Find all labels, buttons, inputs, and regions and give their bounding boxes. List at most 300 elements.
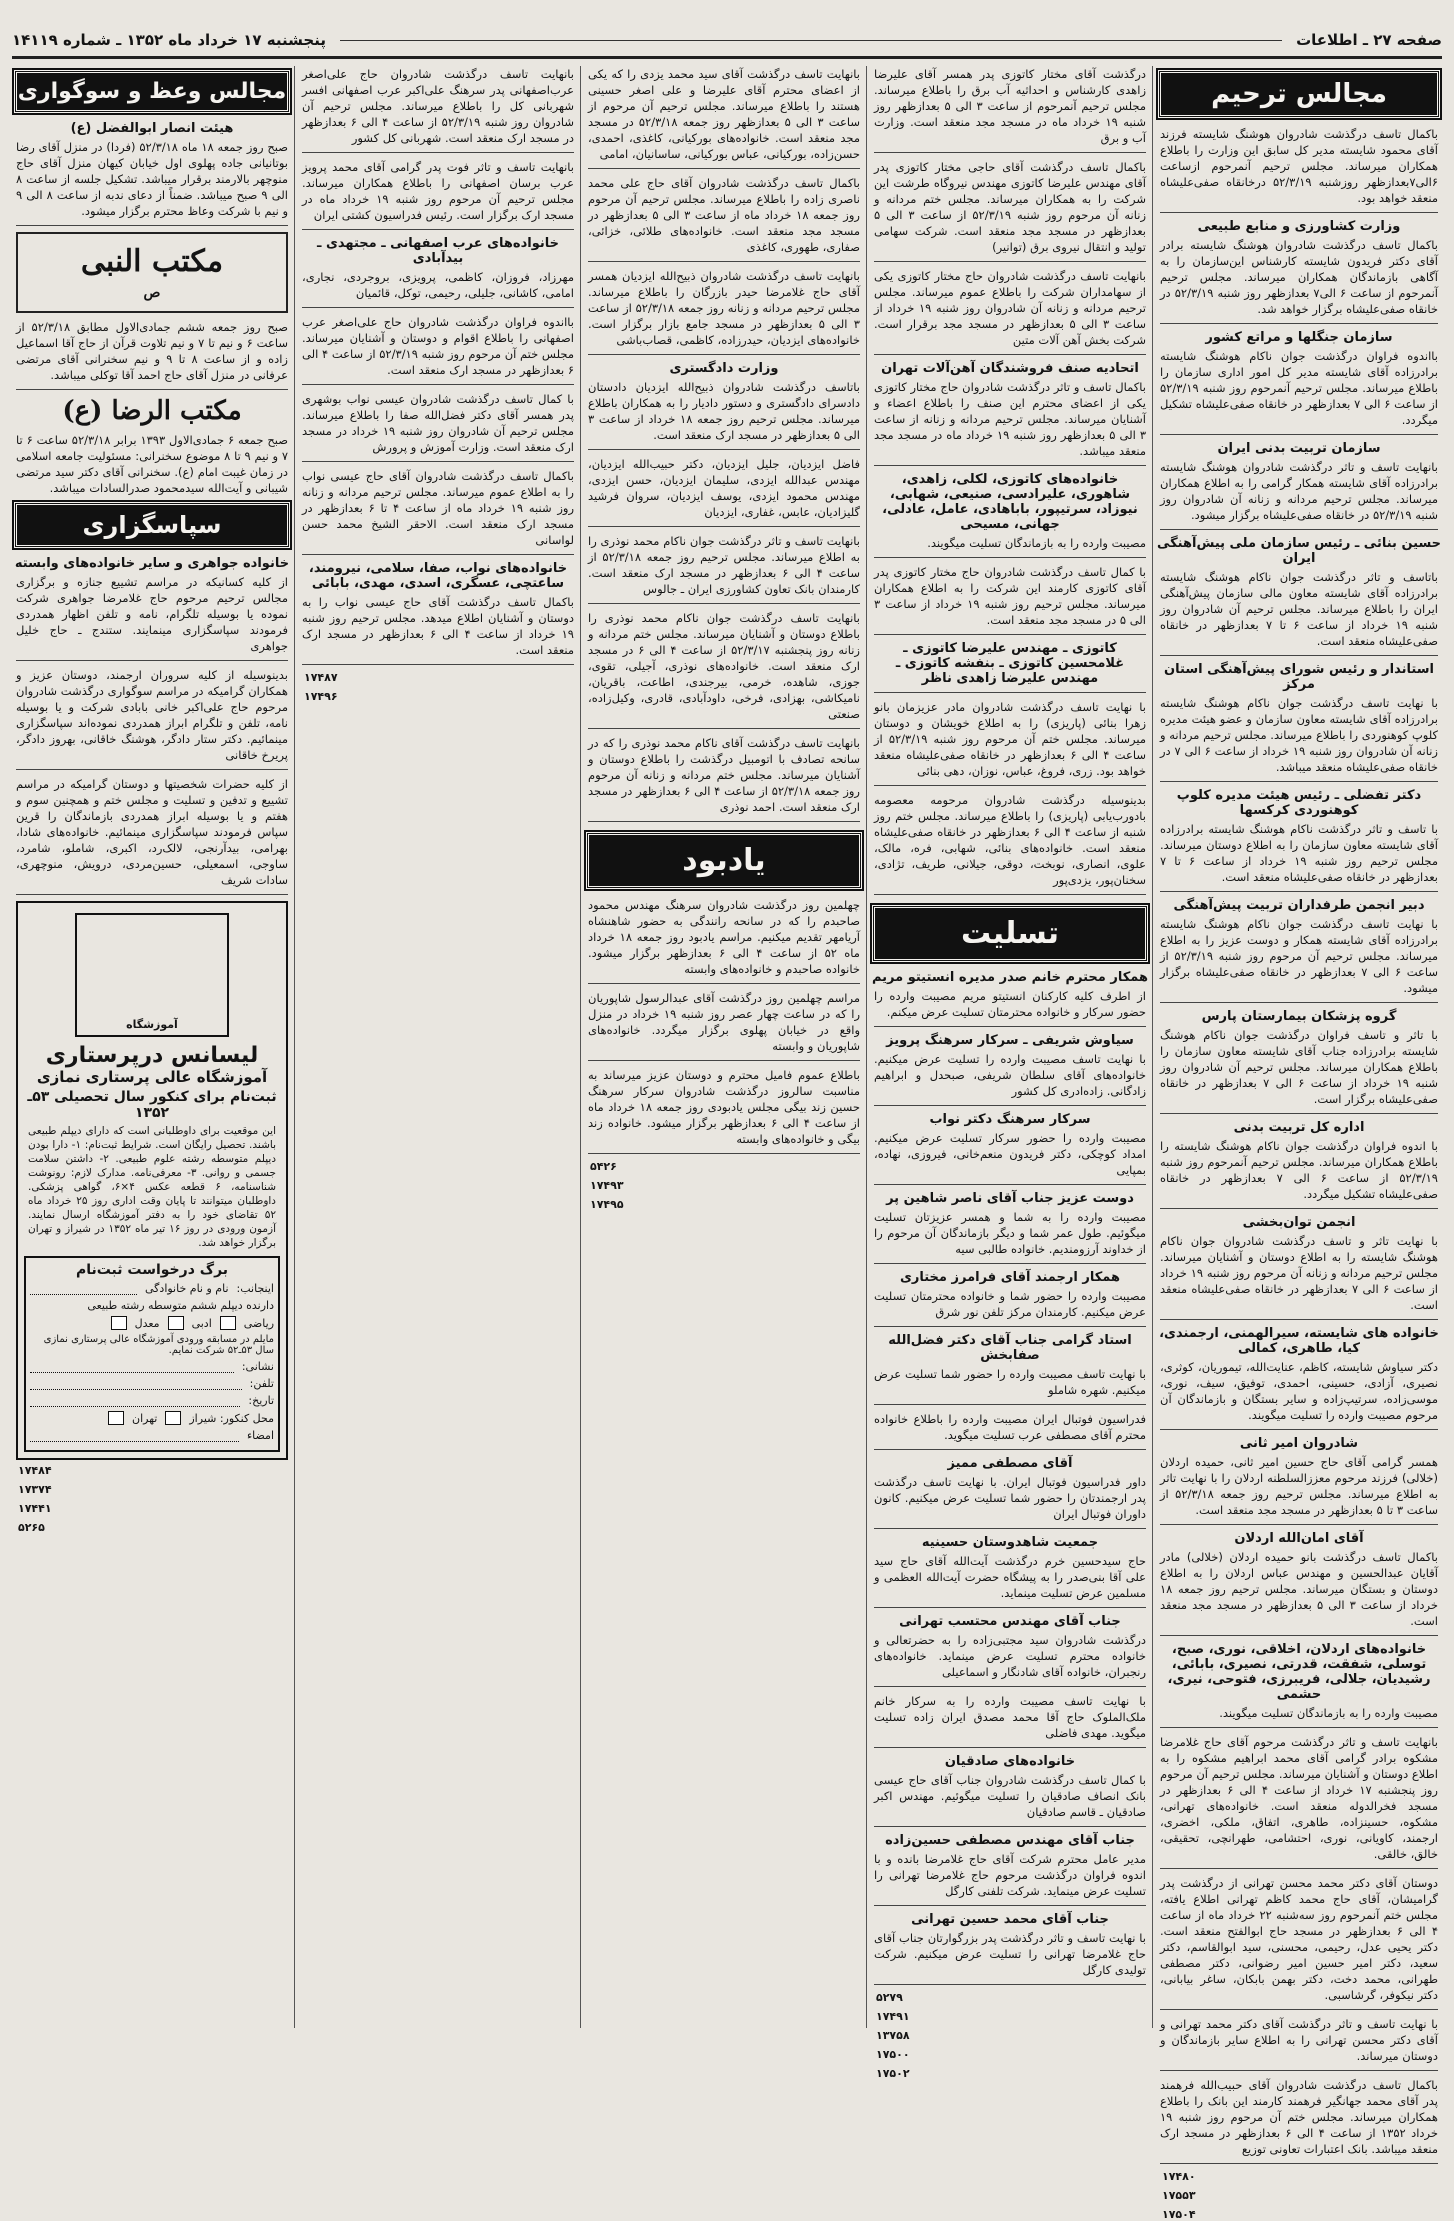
notice-item: [870, 472, 1150, 558]
notice-item: [870, 564, 1150, 635]
notice-item: [1156, 1436, 1442, 1525]
notice-text: باکمال تاسف درگذشت بانو حمیده اردلان (خلالی) مادر آقایان عبدالحسین و مهندس عباس اردلان را به اطلاع دوستان و بستگان میرساند. مجلس ترحیم روز جمعه ۱۸ خرداد از ساعت ۳ الی ۵ بعدازظهر در مسجد مجد منعقد است.: [1160, 1550, 1438, 1628]
column-divider: [1152, 66, 1153, 2028]
ad-code: ۱۷۴۸۷: [304, 671, 338, 684]
notice-text: باکمال تاسف درگذشت شادروان هوشنگ شایسته فرزند آقای محمود شایسته مدیر کل سابق این وزارت را باطلاع همکاران میرساند. مجلس ترحیم آنمرحوم ازساعت ۶الی۷بعدازظهر روزشنبه ۵۲/۳/۱۹ درخانقاه صفی‌علیشاه منعقد خواهد بود.: [1160, 127, 1438, 205]
notice-list: [584, 66, 864, 822]
divider: [874, 465, 1146, 466]
divider: [16, 660, 288, 661]
divider: [588, 821, 860, 822]
notice-text: بانهایت تاسف درگذشت شادروان حاج مختار کاتوزی یکی از سهامداران شرکت را باطلاع عموم میرساند. مجلس ترحیم مردانه و زنانه آن شادروان روز شنبه ۱۹ خرداد از ساعت ۳ الی ۵ بعدازظهر در مسجد مجد برقرار است. شرکت بخش آهن آلات متین: [874, 269, 1146, 347]
notice-text: بدینوسیله از کلیه سروران ارجمند، دوستان عزیز و همکاران گرامیکه در مراسم سوگواری درگذشت شادروان مرحوم حاج علی‌اکبر خانی بابادی شرکت و یا بوسیله نامه، تلفن و تلگرام ابراز همدردی نموده‌اند سپاسگزاری مینمائیم. دکتر ستار دادگر، هوشنگ خاقانی، بهروز دادگر، پریرخ خاقانی: [16, 668, 288, 762]
divider: [874, 1449, 1146, 1450]
column-obituaries: [298, 66, 578, 2028]
notice-item: [870, 159, 1150, 262]
column-obituaries-condolences: [870, 66, 1150, 2080]
notice-item: [298, 66, 578, 153]
logo-text: آموزشگاه: [126, 1018, 178, 1031]
notice-title: هیئت انصار ابوالفضل (ع): [70, 121, 234, 136]
notice-title: سازمان جنگلها و مراتع کشور: [1205, 330, 1393, 345]
notice-text: درگذشت شادروان سید مجتبی‌زاده را به حضرتعالی و خانواده محترم تسلیت عرض مینماید. خانواده‌های رنجبران، خانواده آقای شادنگار و اسماعیلی: [874, 1633, 1146, 1679]
divider: [874, 557, 1146, 558]
notice-item: [12, 556, 292, 661]
notice-item: [584, 361, 864, 450]
notice-item: [298, 391, 578, 462]
divider: [16, 894, 288, 895]
form-row-diploma: [30, 1299, 274, 1312]
divider: [1160, 891, 1438, 892]
notice-text: باتاسف و تاثر درگذشت جوان ناکام هوشنگ شایسته برادرزاده آقای شایسته معاون مالی سازمان پیش‌آهنگی ایران را باطلاع میرساند. مجلس ترحیم آن شادروان روز شنبه ۱۹ خرداد از ساعت ۶ تا ۷ بعدازظهر در خانقاه صفی‌علیشاه منعقد است.: [1160, 570, 1438, 648]
divider: [1160, 2070, 1438, 2071]
ad-code: ۱۷۵۰۰: [876, 2048, 910, 2061]
literature-checkbox[interactable]: [168, 1316, 184, 1330]
date-field[interactable]: [30, 1394, 240, 1407]
notice-item: [584, 735, 864, 822]
ad-school: آموزشگاه عالی پرستاری نمازی: [36, 1068, 268, 1086]
section-banner-thanks: سپاسگزاری: [14, 502, 290, 548]
notice-title: جمعیت شاهدوستان حسینیه: [921, 1535, 1099, 1550]
form-label: اینجانب:: [236, 1282, 274, 1295]
divider: [874, 1905, 1146, 1906]
notice-title: خانواده‌های صادقیان: [944, 1754, 1076, 1769]
notice-item: [584, 533, 864, 604]
divider: [874, 152, 1146, 153]
divider: [874, 1686, 1146, 1687]
column-divider: [580, 66, 581, 2028]
notice-text: مهرزاد، فروزان، کاظمی، پرویزی، بروجردی، نجاری، امامی، کاشانی، جلیلی، رحیمی، توکل، قائمیان: [302, 270, 574, 300]
ad-code: ۱۷۴۹۳: [590, 1179, 624, 1192]
notice-title: سازمان تربیت بدنی ایران: [1217, 441, 1381, 456]
divider: [874, 1607, 1146, 1608]
notice-item: [1156, 1326, 1442, 1430]
notice-item: [870, 1833, 1150, 1906]
divider: [588, 354, 860, 355]
notice-item: [584, 610, 864, 729]
divider: [16, 769, 288, 770]
notice-text: دکتر سیاوش شایسته، کاظم، عنایت‌الله، تیموریان، کوثری، نصیری، آزادی، حسینی، احمدی، توفیق، سیف، نوری، موسی‌زاده، سرتیپ‌زاده و سایر بستگان و بازماندگان آن مرحوم مصیبت وارده را تسلیت میگویند.: [1160, 1360, 1438, 1422]
form-label: تهران: [132, 1411, 158, 1425]
notice-item: [870, 1754, 1150, 1827]
notice-item: [870, 268, 1150, 355]
divider: [588, 449, 860, 450]
notice-item: [584, 1067, 864, 1154]
form-label: نشانی:: [241, 1360, 274, 1373]
notice-title: خانواده های شایسته، سیرالهمنی، ارجمندی، کیا، طاهری، کمالی: [1159, 1326, 1439, 1356]
divider: [302, 152, 574, 153]
divider: [302, 384, 574, 385]
form-row-desire: [30, 1334, 274, 1356]
memorial-list: [584, 897, 864, 1154]
ad-code: ۱۷۴۴۱: [18, 1502, 52, 1515]
notice-item: [870, 1411, 1150, 1450]
divider: [1160, 2163, 1438, 2164]
notice-text: صبح روز جمعه ششم جمادی‌الاول مطابق ۵۲/۳/۱۸ از ساعت ۶ و نیم تا ۷ و نیم تلاوت قرآن از حاج آقا اسماعیل زاده و از ساعت ۸ تا ۹ و نیم سخنرانی آقای مرتضی عرفانی در منزل آقای حاج احمد آقا توکلی میباشد.: [16, 320, 288, 382]
ad-code: ۱۷۵۰۲: [876, 2067, 910, 2080]
ad-code: ۱۷۵۵۳: [1162, 2189, 1196, 2202]
column-obituaries-memorials: [584, 66, 864, 2028]
notice-text: با نهایت تاثر و تاسف درگذشت شادروان جوان ناکام هوشنگ شایسته را به اطلاع دوستان و آشنایان میرساند. مجلس ترحیم مردانه و زنانه آن مرحوم روز شنبه ۱۹ خرداد از ساعت ۶ الی ۷ بعدازظهر در خانقاه صفی‌علیشاه منعقد است.: [1160, 1234, 1438, 1312]
notice-text: با نهایت تاسف مصیبت وارده را تسلیت عرض میکنیم. خانواده‌های آقای سلطان شریفی، صبحدل و ابراهیم زادگانی. زاده‌ادری کل کشور: [874, 1052, 1146, 1098]
form-label: تلفن:: [249, 1377, 274, 1390]
notice-item: [298, 314, 578, 385]
condolence-list: [870, 970, 1150, 1985]
notice-title: خانواده‌های عرب اصفهانی ـ مجتهدی ـ بیدآبادی: [316, 236, 560, 266]
section-banner-memorial-services: مجالس ترحیم: [1158, 70, 1440, 118]
divider: [16, 389, 288, 390]
notice-item: [1156, 1120, 1442, 1209]
notice-title: کاتوزی ـ مهندس علیرضا کاتوزی ـ غلامحسین کاتوزی ـ بنفشه کاتوزی ـ مهندس علیرضا زاهدی ناظر: [895, 641, 1125, 686]
section-banner-memorial: یادبود: [586, 832, 862, 889]
divider: [1160, 212, 1438, 213]
notice-list: [298, 66, 578, 665]
notice-text: با نهایت تاسف درگذشت شادروان مادر عزیزمان بانو زهرا بنائی (پاریزی) را به اطلاع خویشان و دوستان میرساند. مجلس ختم آن مرحوم روز شنبه ۵۲/۳/۱۹ از ساعت ۴ الی ۶ بعدازظهر در خانقاه صفی‌علیشاه منعقد خواهد بود. زری، فروغ، عباس، نوزان، دهی بنائی: [874, 700, 1146, 778]
section-banner-sermons: مجالس وعظ و سوگواری: [14, 70, 290, 113]
notice-text: با نهایت تاسف مصیبت وارده را حضور شما تسلیت عرض میکنیم. شهره شاملو: [874, 1367, 1146, 1397]
tehran-checkbox[interactable]: [108, 1411, 124, 1425]
notice-text: مراسم چهلمین روز درگذشت آقای عبدالرسول شاپوریان را که در ساعت چهار عصر روز شنبه ۱۹ خرداد در منزل واقع در خیابان پهلوی برگزار میگردد. خانواده‌های شاپوریان و وابسته: [588, 991, 860, 1053]
divider: [302, 229, 574, 230]
notice-title: خانواده جواهری و سایر خانواده‌های وابسته: [14, 556, 290, 571]
notice-item: [1156, 1009, 1442, 1114]
notice-title: خانواده‌های کاتوزی، لکلی، زاهدی، شاهوری، علیرادسی، صنیعی، شهابی، نیوزاد، سرتیپور، باباهادی، عامل، عادلی، جهانی، مسیحی: [882, 472, 1138, 532]
divider: [874, 1747, 1146, 1748]
notice-text: بدینوسیله درگذشت شادروان مرحومه معصومه بادورب‌یابی (پاریزی) را باطلاع میرساند. مجلس ختم روز شنبه از ساعت ۴ الی ۶ بعدازظهر در خانقاه صفی‌علیشاه منعقد است. خانواده‌های بنائی، شهابی، فره، مالک، علوی، انصاری، نوبخت، دوقی، جیلانی، طریف، تژادی، سخنان‌پور، یزدی‌پور: [874, 793, 1146, 887]
divider: [874, 354, 1146, 355]
notice-text: بااندوه فراوان درگذشت شادروان حاج علی‌اصغر عرب اصفهانی را باطلاع اقوام و دوستان و آشنایان میرساند. مجلس ختم آن مرحوم روز شنبه ۵۲/۳/۱۹ از ساعت ۴ الی ۶ بعدازظهر در مسجد ارک منعقد است.: [302, 315, 574, 377]
column-divider: [294, 66, 295, 2028]
notice-text: با کمال تاسف درگذشت شادروان عیسی نواب بوشهری پدر همسر آقای دکتر فضل‌الله صفا را باطلاع میرساند. مجلس ترحیم آن شادروان روز شنبه ۱۹ خرداد در مسجد ارک منعقد است. وزارت آموزش و پرورش: [302, 392, 574, 454]
notice-title: استاندار و رئیس شورای پیش‌آهنگی استان مرکز: [1164, 662, 1434, 692]
notice-text: مصیبت وارده را به بازماندگان تسلیت میگویند.: [1219, 1706, 1438, 1720]
divider: [874, 1263, 1146, 1264]
notice-list: [12, 556, 292, 895]
notice-title: حسین بنائی ـ رئیس سازمان ملی پیش‌آهنگی ایران: [1156, 536, 1442, 566]
divider: [874, 894, 1146, 895]
school-logo-icon: [75, 913, 229, 1037]
divider: [588, 1060, 860, 1061]
notice-title: گروه پزشکان بیمارستان پارس: [1201, 1009, 1397, 1024]
divider: [302, 307, 574, 308]
page-label: صفحه ۲۷ ـ اطلاعات: [1296, 31, 1442, 49]
section-banner-condolences: تسلیت: [872, 905, 1148, 962]
notice-title: شادروان امیر ثانی: [1239, 1436, 1359, 1451]
divider: [1160, 1429, 1438, 1430]
notice-text: فاضل ایزدیان، جلیل ایزدیان، دکتر حبیب‌الله ایزدیان، مهندس عبدالله ایزدی، سلیمان ایزدیان، حسن ایزدی، مهندس محمود ایزدی، یوسف ایزدیان، سروان فرشید گلیزادیان، عابس، غفاری، ایزدیان: [588, 457, 860, 519]
divider: [588, 526, 860, 527]
notice-text: بانهایت تاسف درگذشت جوان ناکام محمد نوذری را باطلاع دوستان و آشنایان میرساند. مجلس ختم مردانه و زنانه روز پنجشنبه ۵۲/۳/۱۷ از ساعت ۴ الی ۶ در مسجد ارک منعقد است. خانواده‌های نوذری، آجیلی، تقوی، جوزی، شاهده، خرمی، بیرجندی، اطاعت، باقریان، نامیکاشی، بهزادی، فرخی، داودآبادی، قادری، وکیل‌زاده، صنعتی: [588, 611, 860, 721]
notice-item: [584, 990, 864, 1061]
notice-text: باتاسف درگذشت شادروان ذبیح‌الله ایزدیان دادستان دادسرای دادگستری و دستور دادیار را به همکاران باطلاع میرساند. مجلس ترحیم روز جمعه ۱۸ خرداد از ساعت ۳ الی ۵ بعدازظهر در مسجد ارک منعقد است.: [588, 380, 860, 442]
ad-code: ۱۷۴۸۰: [1162, 2170, 1196, 2183]
notice-item: [1156, 536, 1442, 656]
form-row-track: [30, 1316, 274, 1330]
ad-code: ۵۴۲۶: [590, 1160, 617, 1173]
notice-item: [870, 361, 1150, 466]
notice-text: با کمال تاسف درگذشت شادروان جناب آقای حاج عیسی بانک انصاف صادقیان را تسلیت میگوئیم. مهندس اکبر صادقیان ـ قاسم صادقیان: [874, 1773, 1146, 1819]
divider: [588, 1153, 860, 1154]
divider: [1160, 1208, 1438, 1209]
divider: [302, 461, 574, 462]
notice-text: صبح روز جمعه ۱۸ ماه ۵۲/۳/۱۸ (فردا) در منزل آقای رضا بوتانیانی جاده پهلوی اول خیابان کیهان منزل آقای حاج منوچهر بالارمند برقرار میباشد. تشکیل جلسه از ساعت ۸ الی ۹ صبح میباشد. ضمناً از دعای ندبه از ساعت ۸ الی ۹ و نیم با شرکت وعاظ محترم برگزار میشود.: [16, 140, 288, 218]
form-row-signature: [30, 1429, 274, 1442]
divider: [874, 1105, 1146, 1106]
calligraphy-subtitle: ص: [143, 285, 161, 301]
divider: [1160, 2009, 1438, 2010]
notice-text: باکمال تاسف درگذشت شادروان آقای حاج علی محمد ناصری زاده را باطلاع میرساند. مجلس ترحیم آن مرحوم روز جمعه ۱۸ خرداد ماه از ساعت ۳ الی ۵ بعدازظهر در مسجد مجد منعقد است. خانواده‌های طلائی، خزائی، صفاری، طهوری، کاغذی: [588, 176, 860, 254]
form-row-name: [30, 1282, 274, 1295]
form-title: برگ درخواست ثبت‌نام: [75, 1262, 229, 1278]
notice-title: انجمن توان‌بخشی: [1242, 1215, 1356, 1230]
form-label: معدل: [134, 1316, 160, 1330]
ad-title: لیسانس درپرستاری: [45, 1043, 259, 1068]
notice-text: بانهایت تاسف و تاثر فوت پدر گرامی آقای محمد پرویز عرب برسان اصفهانی را باطلاع همکاران میرساند. مجلس ترحیم آن مرحوم روز شنبه ۱۹ خرداد ماه در مسجد ارک برگزار است. رئیس فدراسیون کشتی ایران: [302, 160, 574, 222]
notice-text: مصیبت وارده را حضور سرکار تسلیت عرض میکنیم. امداد کوچکی، دکتر فریدون منعم‌خانی، فیروزی، نهاده، بمپایی: [874, 1131, 1146, 1177]
ad-headline: ثبت‌نام برای کنکور سال تحصیلی ۵۳ـ ۱۳۵۲: [27, 1089, 277, 1121]
notice-text: بانهایت تاسف درگذشت آقای ناکام محمد نوذری را که در سانحه تصادف با اتومبیل درگذشت را باطلاع دوستان و آشنایان میرساند. مجلس ختم مردانه و زنانه آن مرحوم روز جمعه ۵۲/۳/۱۸ از ساعت ۴ الی ۶ بعدازظهر در مسجد ارک منعقد است. احمد نوذری: [588, 736, 860, 814]
notice-title: جناب آقای مهندس محتسب تهرانی: [899, 1614, 1121, 1629]
notice-item: [1156, 1734, 1442, 1869]
notice-title: وزارت کشاورزی و منابع طبیعی: [1197, 219, 1401, 234]
nursing-school-ad: [16, 901, 288, 1460]
divider: [874, 1528, 1146, 1529]
ad-code: ۱۷۴۹۱: [876, 2010, 910, 2023]
form-row-address: [30, 1360, 274, 1373]
notice-title: آقای مصطفی ممیز: [947, 1456, 1073, 1471]
notice-title: اداره کل تربیت بدنی: [1233, 1120, 1365, 1135]
divider: [874, 1026, 1146, 1027]
notice-item: [1156, 441, 1442, 530]
notice-item: [12, 667, 292, 770]
ad-codes: [1156, 2170, 1442, 2221]
notice-item: [870, 1535, 1150, 1608]
ad-code: ۱۷۵۰۴: [1162, 2208, 1196, 2221]
notice-text: داور فدراسیون فوتبال ایران. با نهایت تاسف درگذشت پدر ارجمندتان را حضور شما تسلیت عرض میکنیم. کانون داوران فوتبال ایران: [874, 1475, 1146, 1521]
notice-item: [584, 175, 864, 262]
notice-text: درگذشت آقای مختار کاتوزی پدر همسر آقای علیرضا زاهدی کارشناس و احداثیه آب برق را باطلاع میرساند. مجلس ترحیم آنمرحوم از ساعت ۳ الی ۵ بعدازظهر روز شنبه ۱۹ خرداد ماه در مسجد مجد منعقد است. وزارت آب و برق: [874, 67, 1146, 145]
shiraz-checkbox[interactable]: [165, 1411, 181, 1425]
notice-title: استاد گرامی جناب آقای دکتر فضل‌الله صفا‌بخش: [888, 1333, 1132, 1363]
ad-codes: [870, 1991, 1150, 2080]
notice-title: اتحادیه صنف فروشندگان آهن‌آلات تهران: [881, 361, 1139, 376]
divider: [588, 168, 860, 169]
notice-text: با کمال تاسف درگذشت شادروان حاج مختار کاتوزی پدر آقای کاتوزی کارمند این شرکت را به اطلاع همکاران میرساند. مجلس ترحیم روز شنبه ۱۹ خرداد از ساعت ۳ الی ۵ در مسجد مجد منعقد است.: [874, 565, 1146, 627]
notice-text: مدیر عامل محترم شرکت آقای حاج غلامرضا بانده و با اندوه فراوان درگذشت مرحوم حاج غلامرضا تهرانی را تسلیت عرض مینماید. شرکت تلفنی کارگل: [874, 1852, 1146, 1898]
notice-item: [584, 456, 864, 527]
notice-title: خانواده‌های نواب، صفا، سلامی، نیرومند، ساعتچی، عسگری، اسدی، مهدی، بابائی: [308, 561, 568, 591]
notice-item: [870, 1456, 1150, 1529]
divider: [1160, 1635, 1438, 1636]
notice-text: با نهایت تاسف و تاثر درگذشت پدر بزرگوارتان جناب آقای حاج غلامرضا تهرانی را تسلیت عرض میکنیم. شرکت تولیدی کارگل: [874, 1931, 1146, 1977]
notice-item: [298, 159, 578, 230]
divider: [1160, 1319, 1438, 1320]
issue-date: پنجشنبه ۱۷ خرداد ماه ۱۳۵۲ ـ شماره ۱۴۱۱۹: [12, 31, 326, 49]
column-divider: [866, 66, 867, 2028]
form-label: ریاضی: [243, 1316, 274, 1330]
notice-item: [870, 1693, 1150, 1748]
ad-codes: [298, 671, 578, 703]
notice-title: جناب آقای محمد حسین تهرانی: [911, 1912, 1109, 1927]
divider: [302, 554, 574, 555]
notice-text: با تاسف و تاثر درگذشت ناکام هوشنگ شایسته برادرزاده آقای شایسته معاون سازمان را به اطلاع دوستان میرساند. مجلس ترحیم روز شنبه ۱۹ خرداد از ساعت ۶ تا ۷ بعدازظهر در خانقاه صفی‌علیشاه منعقد است.: [1160, 822, 1438, 884]
notice-text: باطلاع عموم فامیل محترم و دوستان عزیز میرساند به مناسبت سالروز درگذشت شادروان سرکار سرهنگ حسین زند بیگی مجلس یادبودی روز جمعه ۱۸ خرداد ماه از ساعت ۴ الی ۶ بعدازظهر برگزار میشود. خانواده زند بیگی و خانواده‌های وابسته: [588, 1068, 860, 1146]
notice-text: حاج سیدحسین خرم درگذشت آیت‌الله آقای حاج سید علی آقا بنی‌صدر را به پیشگاه حضرت آیت‌الله العظمی و مسلمین عرض تسلیت مینماید.: [874, 1554, 1146, 1600]
ad-code: ۵۲۶۵: [18, 1521, 45, 1534]
notice-text: باکمال تاسف و تاثر درگذشت شادروان حاج مختار کاتوزی یکی از اعضای محترم این صنف را باطلاع اعضاء و آشنایان میرساند. مجلس ترحیم مردانه و زنانه از ساعت ۳ الی ۵ بعدازظهر روز شنبه ۱۹ خرداد ماه در مسجد مجد منعقد میباشد.: [874, 380, 1147, 458]
notice-item: [584, 897, 864, 984]
notice-text: همسر گرامی آقای حاج حسین امیر ثانی، حمیده اردلان (خلالی) فرزند مرحوم معززالسلطنه اردلان را با نهایت تاثر به اطلاع میرساند. مجلس ترحیم روز جمعه ۵۲/۳/۱۸ از ساعت ۳ تا ۵ بعدازظهر در مسجد مجد منعقد است.: [1160, 1455, 1439, 1517]
notice-list: [870, 66, 1150, 895]
divider: [874, 692, 1146, 693]
notice-item: [298, 236, 578, 308]
form-row-phone: [30, 1377, 274, 1390]
notice-text: صبح جمعه ۶ جمادی‌الاول ۱۳۹۳ برابر ۵۲/۳/۱۸ ساعت ۶ تا ۷ و نیم ۹ تا ۸ موضوع سخنرانی: مسئولیت جامعه اسلامی در زمان غیبت امام (ع). سخنرانی آقای دکتر سید مرتضی شیبانی و آیت‌الله سیدمحمود صدرالسادات میباشد.: [16, 433, 288, 495]
divider: [1160, 323, 1438, 324]
notice-item: [12, 776, 292, 895]
notice-title: دکتر تفضلی ـ رئیس هیئت مدیره کلوپ کوهنوردی کرکسها: [1176, 788, 1422, 818]
notice-item: [870, 1112, 1150, 1185]
signature-field[interactable]: [30, 1429, 239, 1442]
notice-item: [1156, 2016, 1442, 2071]
form-label: نام و نام خانوادگی: [145, 1282, 229, 1295]
notice-item: [1156, 1875, 1442, 2010]
notice-item: [584, 66, 864, 169]
notice-title: دبیر انجمن طرفداران تربیت پیش‌آهنگی: [1173, 898, 1425, 913]
phone-field[interactable]: [30, 1377, 242, 1390]
notice-item: [1156, 1215, 1442, 1320]
form-row-location: [30, 1411, 274, 1425]
notice-title: همکار ارجمند آقای فرامرز مختاری: [899, 1270, 1121, 1285]
ad-code: ۵۲۷۹: [876, 1991, 903, 2004]
calligraphy-box: [16, 232, 288, 313]
divider: [874, 1184, 1146, 1185]
divider: [1160, 1002, 1438, 1003]
divider: [588, 603, 860, 604]
notice-list: [12, 121, 292, 226]
notice-text: مصیبت وارده را حضور شما و خانواده محترمتان تسلیت عرض میکنیم. کارمندان مرکز تلفن نور شرق: [874, 1289, 1146, 1319]
divider: [16, 225, 288, 226]
notice-text: باکمال تاسف درگذشت آقای حاج عیسی نواب را به دوستان و آشنایان اطلاع میدهد. مجلس ترحیم روز شنبه ۱۹ خرداد از ساعت ۴ الی ۶ بعدازظهر در مسجد ارک منعقد است.: [302, 595, 574, 657]
notice-text: با نهایت تاسف و تاثر درگذشت آقای دکتر محمد تهرانی و آقای دکتر محسن تهرانی را به اطلاع سایر بازماندگان و دوستان میرساند.: [1160, 2017, 1438, 2063]
ad-codes: [12, 1464, 292, 1534]
notice-text: چهلمین روز درگذشت شادروان سرهنگ مهندس محمود صاحبدم را که در سانحه رانندگی به حضور شاهنشاه آریامهر تقدیم میکنیم. مراسم یادبود روز جمعه ۱۸ خرداد ماه ۵۲ از ساعت ۴ الی ۶ بعدازظهر برگزار میشود. خانواده صاحبدم و خانواده‌های وابسته: [588, 898, 861, 976]
divider: [874, 1404, 1146, 1405]
form-label: امضاء: [246, 1429, 274, 1442]
divider: [874, 785, 1146, 786]
notice-item: [870, 1614, 1150, 1687]
divider: [874, 1984, 1146, 1985]
notice-text: دوستان آقای دکتر محمد محسن تهرانی از درگذشت پدر گرامیشان، آقای حاج محمد کاظم تهرانی اطلاع یافته، مجلس ختم آنمرحوم روز سه‌شنبه ۲۲ خرداد ماه از ساعت ۴ الی ۶ بعدازظهر در مسجد حاج ابوالفتح منعقد است. دکتر یحیی عدل، رحیمی، محسنی، سید ابوالقاسم، دکتر سعید، دکتر امیر حسین امیر رضوانی، دکتر مصطفی طهرانی، محمد دخت، دکتر بهمن بابکان، ساغر بیابانی، دکتر نیکوفر، گرشاسبی.: [1160, 1876, 1438, 2002]
notice-list: [1156, 126, 1442, 2164]
notice-text: فدراسیون فوتبال ایران مصیبت وارده را باطلاع خانواده محترم آقای مصطفی عرب تسلیت میگوید.: [874, 1412, 1146, 1442]
notice-text: با نهایت تاسف مصیبت وارده را به سرکار خانم ملک‌الملوک حاج آقا محمد مصدق ایران زاده تسلیت میگوید. مهدی فاضلی: [874, 1694, 1146, 1740]
notice-item: [298, 468, 578, 555]
notice-item: [870, 66, 1150, 153]
math-checkbox[interactable]: [220, 1316, 236, 1330]
notice-text: باکمال تاسف درگذشت آقای حاجی مختار کاتوزی پدر آقای مهندس علیرضا کاتوزی مهندس نیروگاه طرشت این شرکت را به همکاران میرساند. مجلس ختم مردانه و زنانه آن مرحوم روز شنبه ۵۲/۳/۱۹ از ساعت ۳ الی ۵ بعدازظهر در مسجد مجد منعقد است. شرکت سهامی تولید و انتقال نیروی برق (توانیر): [874, 160, 1147, 254]
notice-item: [1156, 1531, 1442, 1636]
notice-item: [1156, 2077, 1442, 2164]
divider: [1160, 781, 1438, 782]
notice-title: وزارت دادگستری: [669, 361, 779, 376]
notice-text: بانهایت تاسف درگذشت شادروان حاج علی‌اصغر عرب‌اصفهانی پدر سرهنگ علی‌اکبر عرب اصفهانی افسر شهربانی کل را باطلاع میرساند. مجلس ترحیم آن شادروان روز شنبه ۵۲/۳/۱۹ از ساعت ۴ الی ۶ بعدازظهر در مسجد ارک منعقد است. شهربانی کل کشور: [302, 67, 574, 145]
divider: [1160, 434, 1438, 435]
notice-text: با نهایت تاسف درگذشت جوان ناکام هوشنگ شایسته برادرزاده آقای شایسته معاون سازمان و عضو هیئت مدیره کلوپ کوهنوردی را باطلاع میرساند. مجلس ترحیم مردانه و زنانه آن شادروان روز شنبه ۱۹ خرداد از ساعت ۶ الی ۷ در خانقاه صفی‌علیشاه منعقد میباشد.: [1160, 696, 1438, 774]
ad-body: این موقعیت برای داوطلبانی است که دارای دیپلم طبیعی باشند. تحصیل رایگان است. شرایط ثبت‌نام: ۱- دارا بودن دیپلم متوسطه رشته علوم طبیعی. ۲- داشتن سلامت جسمی و روانی. ۳- معرفی‌نامه. مدارک لازم: رونوشت شناسنامه، ۶ قطعه عکس ۴×۶، گواهی پزشکی. داوطلبان میتوانند تا پایان وقت اداری روز ۲۵ خرداد ماه ۵۲ تقاضای خود را به دفتر آموزشگاه ارسال نمایند. آزمون ورودی در روز ۱۶ تیر ماه ۱۳۵۲ در شیراز و تهران برگزار خواهد شد.: [28, 1125, 276, 1249]
name-field[interactable]: [30, 1282, 137, 1295]
notice-item: [870, 970, 1150, 1027]
notice-text: بانهایت تاسف و تاثر درگذشت شادروان هوشنگ شایسته برادرزاده آقای شایسته همکار گرامی را به اطلاع همکاران میرساند. مجلس ترحیم مردانه و زنانه آن شادروان روز شنبه ۵۲/۳/۱۹ در خانقاه صفی‌علیشاه برگزار میشود.: [1160, 460, 1438, 522]
form-label: ادبی: [191, 1316, 212, 1330]
notice-item: [870, 1033, 1150, 1106]
notice-text: مصیبت وارده را به بازماندگان تسلیت میگویند.: [927, 536, 1146, 550]
notice-text: بانهایت تاسف درگذشت آقای سید محمد یزدی را که یکی از اعضای محترم آقای علیرضا و علی اصغر حسینی هستند را باطلاع میرساند. مجلس ترحیم آن مرحوم از ساعت ۳ الی ۵ بعدازظهر روز جمعه ۵۲/۳/۱۸ در مسجد مجد منعقد است. خانواده‌های بورکیانی، کاغذی، احمدی، حسن‌زاده، بورکیانی، عباس بورکیانی، ساسانیان، امامی: [588, 67, 860, 161]
divider: [588, 983, 860, 984]
ad-code: ۱۷۳۷۴: [18, 1483, 52, 1496]
divider: [1160, 1727, 1438, 1728]
notice-text: بانهایت تاسف درگذشت شادروان ذبیح‌الله ایزدیان همسر آقای حاج غلامرضا حیدر بازرگان را باطلاع میرساند. مجلس ترحیم مردانه و زنانه روز جمعه ۵۲/۳/۱۸ از ساعت ۳ الی ۵ بعدازظهر در مسجد جامع بازار برگزار است. خانواده‌های ایزدیان، حیدرزاده، کاظمی، قصاب‌باشی: [588, 269, 860, 347]
notice-title: خانواده‌های اردلان، اخلاقی، نوری، صبح، توسلی، شفقت، قدرتی، نصیری، بابائی، رشیدیان، جلالی، فریبرزی، فتوحی، نیری، حشمی: [1167, 1642, 1431, 1702]
column-memorial-services: [1156, 66, 1442, 2221]
notice-title: همکار محترم خانم صدر مدیره انستیتو مریم: [871, 970, 1149, 985]
notice-item: [870, 1270, 1150, 1327]
application-form: [24, 1256, 280, 1452]
ad-code: ۱۷۴۸۴: [18, 1464, 52, 1477]
notice-text: با نهایت تاسف درگذشت جوان ناکام هوشنگ شایسته برادرزاده آقای شایسته همکار و دوست عزیز را به اطلاع میرساند. مجلس ترحیم آن مرحوم روز شنبه ۵۲/۳/۱۹ از ساعت ۶ الی ۷ بعدازظهر در خانقاه صفی‌علیشاه برگزار میشود.: [1160, 917, 1438, 995]
notice-title: جناب آقای مهندس مصطفی حسین‌زاده: [885, 1833, 1135, 1848]
notice-title: آقای امان‌الله اردلان: [1234, 1531, 1364, 1546]
form-label: محل کنکور: شیراز: [189, 1411, 274, 1425]
divider: [874, 1326, 1146, 1327]
notice-title: دوست عزیز جناب آقای ناصر شاهین پر: [886, 1191, 1134, 1206]
notice-item: [1156, 330, 1442, 435]
notice-text: با اندوه فراوان درگذشت جوان ناکام هوشنگ شایسته را باطلاع همکاران میرساند. مجلس ترحیم آنمرحوم روز شنبه ۵۲/۳/۱۹ از ساعت ۶ الی ۷ بعدازظهر در خانقاه صفی‌علیشاه تشکیل میگردد.: [1160, 1139, 1438, 1201]
ad-codes: [584, 1160, 864, 1211]
form-label: تاریخ:: [248, 1394, 274, 1407]
grade-field[interactable]: [111, 1316, 127, 1330]
calligraphy-title: مکتب النبی: [80, 244, 224, 279]
masthead: [12, 24, 1442, 59]
divider: [1160, 1868, 1438, 1869]
ad-code: ۱۷۴۹۵: [590, 1198, 624, 1211]
notice-item: [298, 561, 578, 665]
form-label: مایلم در مسابقه ورودی آموزشگاه عالی پرستاری نمازی سال ۵۳ـ۵۲ شرکت نمایم.: [43, 1334, 274, 1356]
calligraphy-title: مکتب الرضا (ع): [62, 396, 242, 426]
form-label: دارنده دیپلم ششم متوسطه رشته طبیعی: [87, 1299, 274, 1312]
address-field[interactable]: [30, 1360, 234, 1373]
divider: [874, 634, 1146, 635]
divider: [874, 1826, 1146, 1827]
notice-text: از اطرف کلیه کارکنان انستیتو مریم مصیبت وارده را حضور سرکار و خانواده محترمتان تسلیت عرض میکنم.: [874, 989, 1146, 1019]
divider: [1160, 1113, 1438, 1114]
notice-item: [870, 1912, 1150, 1985]
divider: [588, 728, 860, 729]
divider: [874, 261, 1146, 262]
notice-text: باکمال تاسف درگذشت شادروان آقای حبیب‌الله فرهمند پدر آقای محمد جهانگیر فرهمند کارمند این بانک را باطلاع همکاران میرساند. مجلس ختم آن مرحوم روز شنبه ۱۹ خرداد ۱۳۵۲ از ساعت ۴ الی ۶ بعدازظهر در مسجد ارک منعقد میباشد. بانک اعتبارات تعاونی توزیع: [1160, 2078, 1438, 2156]
notice-item: [1156, 219, 1442, 324]
divider: [1160, 655, 1438, 656]
notice-text: باکمال تاسف درگذشت شادروان هوشنگ شایسته برادر آقای دکتر فریدون شایسته کارشناس این‌سازمان را به آگاهی بازماندگان همکاران میرساند. مجلس ترحیم آنمرحوم از ساعت ۶ الی۷ بعدازظهر روز شنبه ۵۲/۳/۱۹ در خانقاه صفی‌علیشاه برگزار خواهد شد.: [1160, 238, 1438, 316]
notice-item: [12, 121, 292, 226]
notice-text: بانهایت تاسف و تاثر درگذشت جوان ناکام محمد نوذری را به اطلاع میرساند. مجلس ترحیم روز جمعه ۵۲/۳/۱۸ از ساعت ۴ الی ۶ بعدازظهر در مسجد ارک منعقد است. کارمندان بانک تعاون کشاورزی ایران ـ جالوس: [588, 534, 861, 596]
divider: [588, 261, 860, 262]
notice-text: بااندوه فراوان درگذشت جوان ناکام هوشنگ شایسته برادرزاده آقای شایسته مدیر کل امور اداری سازمان را باطلاع میرساند. مجلس ترحیم آنمرحوم روز شنبه ۵۲/۳/۱۹ از ساعت ۶ الی ۷ بعدازظهر در خانقاه صفی‌علیشاه تشکیل میگردد.: [1160, 349, 1438, 427]
notice-title: سرکار سرهنگ دکتر نواب: [929, 1112, 1091, 1127]
notice-text: از کلیه حضرات شخصیتها و دوستان گرامیکه در مراسم تشییع و تدفین و تسلیت و مجلس ختم و همچنین سوم و هفتم و یا بوسیله ابراز همدردی بازماندگان را قرین سپاس فرمودند سپاسگزاری مینمائیم. خانواده‌های شادا، بهرامی، بیدآرنجی، لالک‌رد، اکبری، شاملو، شامرد، ساوجی، اسمعیلی، حسین‌مردی، درویش، منوچهری، سادات شریف: [16, 777, 288, 887]
divider: [302, 664, 574, 665]
notice-item: [1156, 1642, 1442, 1728]
notice-item: [584, 268, 864, 355]
divider: [1160, 1524, 1438, 1525]
